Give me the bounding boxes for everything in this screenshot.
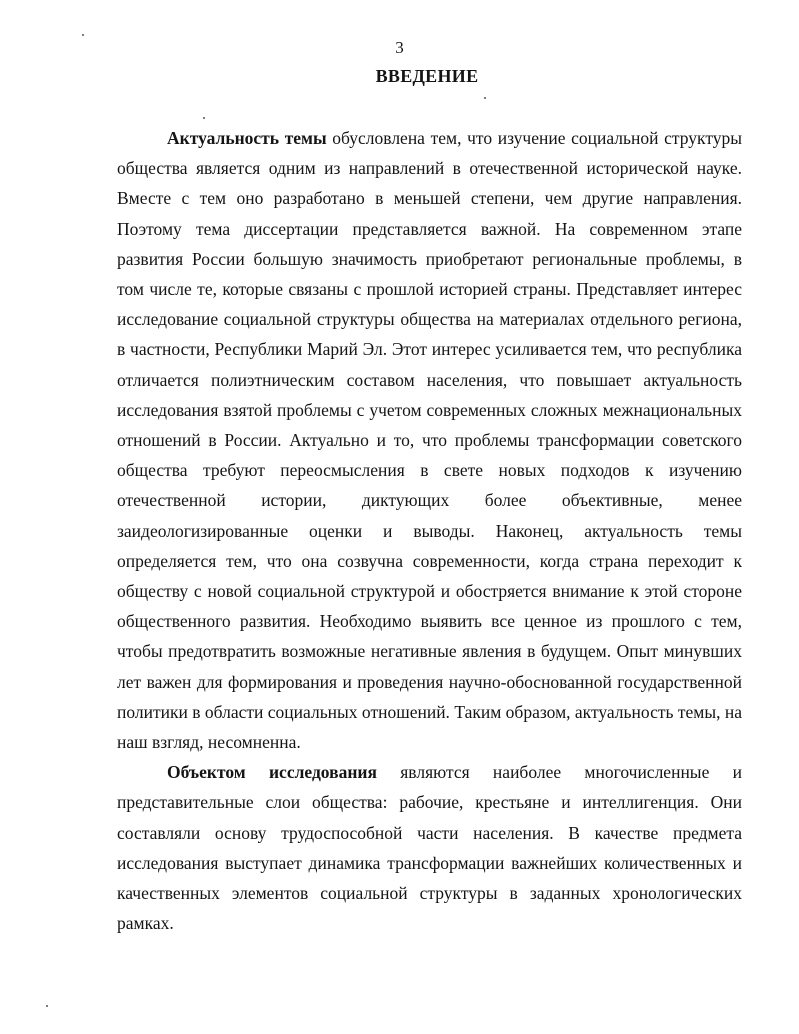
paragraph-lead-research-object: Объектом исследования [167,762,377,783]
paragraph-text-research-object: являются наиболее многочисленные и представительные слои общества: рабочие, крестьяне и интеллигенция. Они составляли основу трудоспособной части населения. В качестве предмета исследования выступает динамика трансформации важнейших количественных и качественных элементов социальной структуры в заданных хронологических рамках. [117,762,742,934]
paragraph-text-relevance: обусловлена тем, что изучение социальной структуры общества является одним из направлений в отечественной исторической науке. Вместе с тем оно разработано в меньшей степени, чем другие направления. Поэтому тема диссертации представляется важной. На современном этапе развития России большую значимость приобретают региональные проблемы, в том числе те, которые связаны с прошлой историей страны. Представляет интерес исследование социальной структуры общества на материалах отдельного региона, в частности, Республики Марий Эл. Этот интерес усиливается тем, что республика отличается полиэтническим составом населения, что повышает актуальность исследования взятой проблемы с учетом современных сложных межнациональных отношений в России. Актуально и то, что проблемы трансформации советского общества требуют переосмысления в свете новых подходов к изучению отечественной истории, диктующих более объективные, менее заидеологизированные оценки и выводы. Наконец, актуальность темы определяется тем, что она созвучна современности, когда страна переходит к обществу с новой социальной структурой и обостряется внимание к этой стороне общественного развития. Необходимо выявить все ценное из прошлого с тем, чтобы предотвратить возможные негативные явления в будущем. Опыт минувших лет важен для формирования и проведения научно-обоснованной государственной политики в области социальных отношений. Таким образом, актуальность темы, на наш взгляд, несомненна. [117,128,742,753]
page-number: 3 [395,38,404,57]
scan-speck [82,34,84,36]
paragraph-relevance [117,123,742,757]
scan-speck [484,97,486,99]
scan-speck [46,1005,48,1007]
scan-speck [203,117,205,119]
document-body [117,123,742,938]
page-title: ВВЕДЕНИЕ [375,66,479,86]
paragraph-lead-relevance: Актуальность темы [167,128,327,148]
paragraph-research-object [117,757,742,938]
